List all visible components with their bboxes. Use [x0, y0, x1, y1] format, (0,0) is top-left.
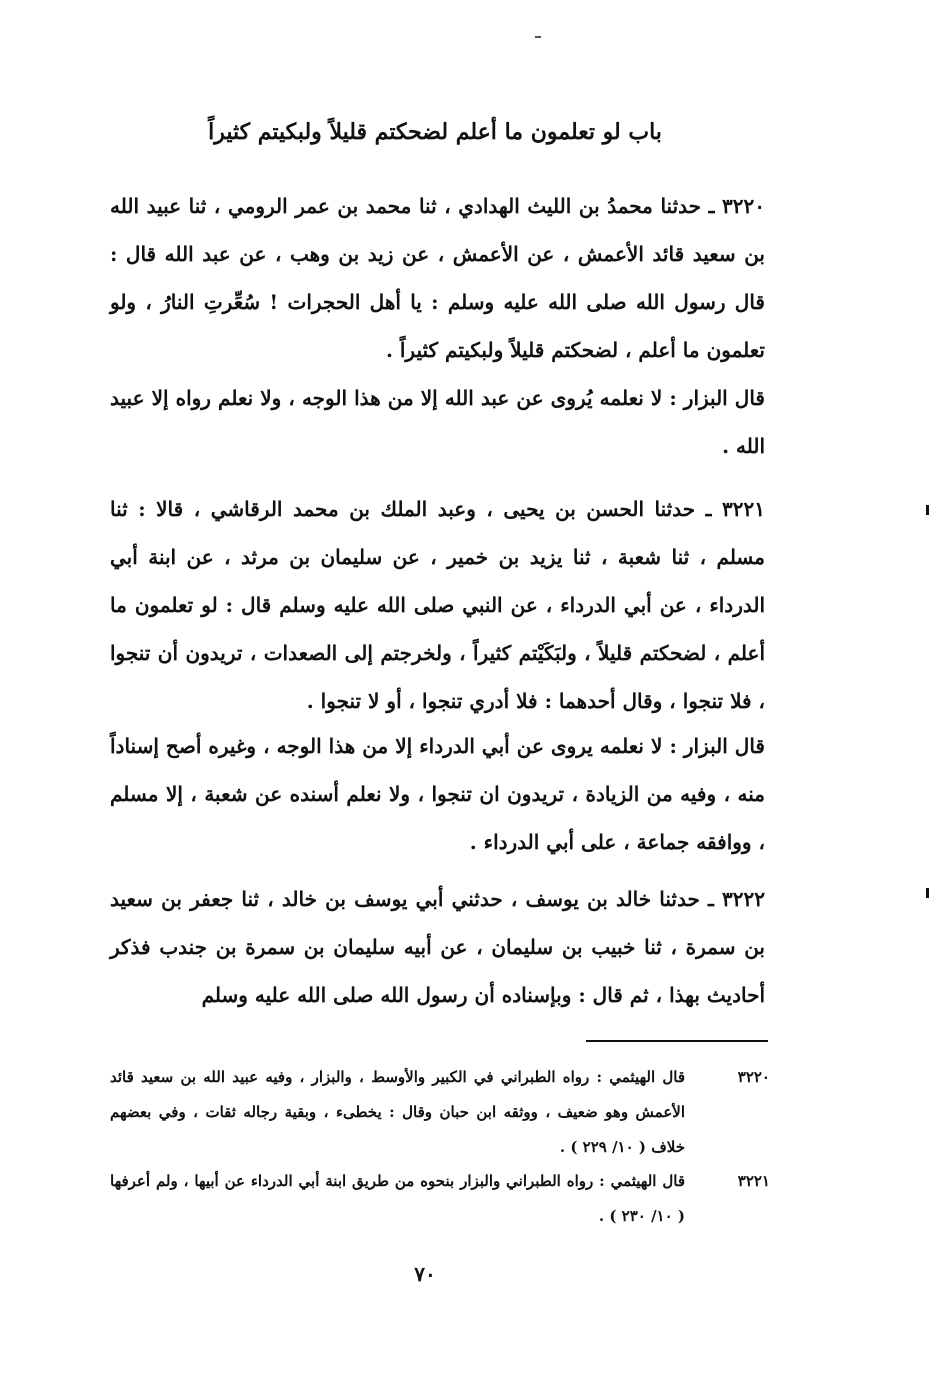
footnote-text: قال الهيثمي : رواه الطبراني والبزار بنحوه من طريق ابنة أبي الدرداء عن أبيها ، ولم أعرفها ( ١٠/ ٢٣٠ ) . — [110, 1172, 685, 1225]
hadith-3221: ٣٢٢١ ـ حدثنا الحسن بن يحيى ، وعبد الملك بن محمد الرقاشي ، قالا : ثنا مسلم ، ثنا شعبة ، ثنا يزيد بن خمير ، عن سليمان بن مرثد ، عن ابنة أبي الدرداء ، عن أبي الدرداء ، عن النبي صلى الله عليه وسلم قال : لو تعلمون ما أعلم ، لضحكتم قليلاً ، ولبَكَيْتم كثيراً ، ولخرجتم إلى الصعدات ، تريدون أن تنجوا ، فلا تنجوا ، وقال أحدهما : فلا أدري تنجوا ، أو لا تنجوا . — [110, 497, 765, 713]
footnote-number: ٣٢٢٠ — [737, 1068, 770, 1086]
footnote-text: قال الهيثمي : رواه الطبراني في الكبير والأوسط ، والبزار ، وفيه عبيد الله بن سعيد قائد الأعمش وهو ضعيف ، ووثقه ابن حبان وقال : يخطىء ، وبقية رجاله ثقات ، وفي بعضهم خلاف ( ١٠/ ٢٢٩ ) . — [110, 1068, 685, 1156]
edge-mark — [926, 888, 929, 898]
bazzar-comment-3220: قال البزار : لا نعلمه يُروى عن عبد الله إلا من هذا الوجه ، ولا نعلم رواه إلا عبيد الله . — [110, 386, 765, 458]
footnote-number: ٣٢٢١ — [737, 1172, 770, 1190]
footnote-divider — [586, 1040, 768, 1042]
footnote-3220 — [110, 1060, 770, 1165]
bazzar-comment-3221: قال البزار : لا نعلمه يروى عن أبي الدرداء إلا من هذا الوجه ، وغيره أصح إسناداً منه ، وفيه من الزيادة ، تريدون ان تنجوا ، ولا نعلم أسنده عن شعبة ، إلا مسلم ، ووافقه جماعة ، على أبي الدرداء . — [110, 734, 765, 854]
page-number: ٧٠ — [414, 1262, 436, 1286]
footnote-3221 — [110, 1164, 770, 1234]
chapter-title: باب لو تعلمون ما أعلم لضحكتم قليلاً ولبكيتم كثيراً — [208, 119, 662, 145]
top-mark — [535, 36, 541, 38]
edge-mark — [926, 505, 929, 515]
hadith-3222: ٣٢٢٢ ـ حدثنا خالد بن يوسف ، حدثني أبي يوسف بن خالد ، ثنا جعفر بن سعيد بن سمرة ، ثنا خبيب بن سليمان ، عن أبيه سليمان بن سمرة بن جندب فذكر أحاديث بهذا ، ثم قال : وبإسناده أن رسول الله صلى الله عليه وسلم — [110, 887, 765, 1007]
hadith-3220: ٣٢٢٠ ـ حدثنا محمدُ بن الليث الهدادي ، ثنا محمد بن عمر الرومي ، ثنا عبيد الله بن سعيد قائد الأعمش ، عن الأعمش ، عن زيد بن وهب ، عن عبد الله قال : قال رسول الله صلى الله عليه وسلم : يا أهل الحجرات ! سُعِّرتِ النارُ ، ولو تعلمون ما أعلم ، لضحكتم قليلاً ولبكيتم كثيراً . — [110, 194, 765, 362]
